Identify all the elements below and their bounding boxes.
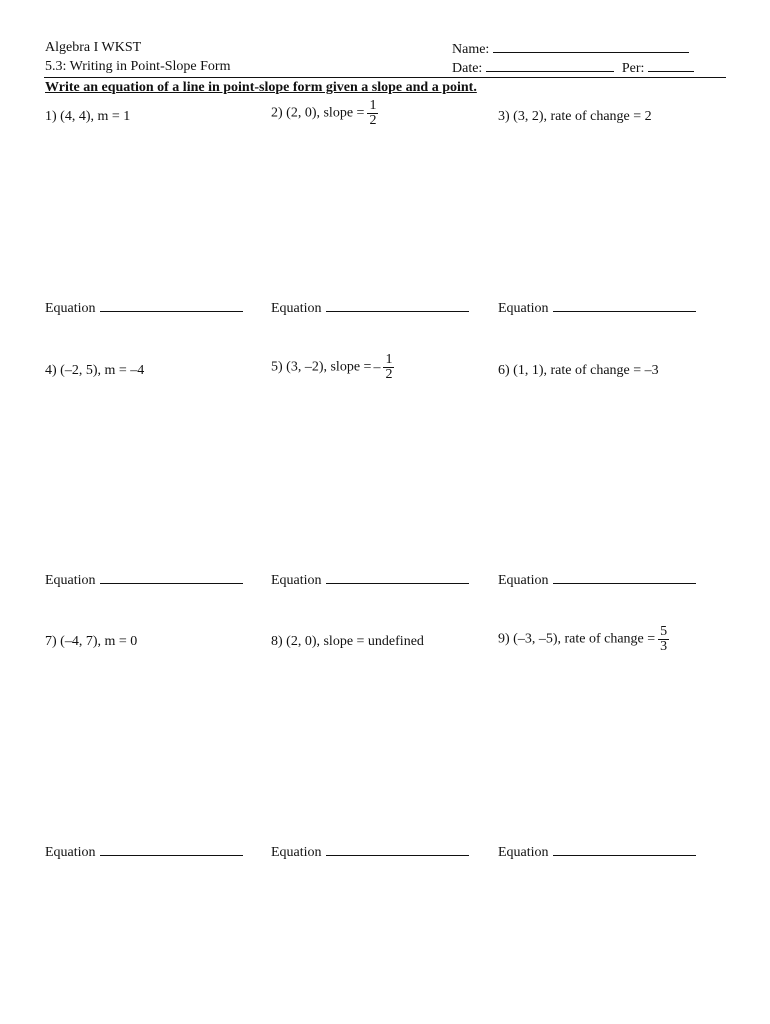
fraction: [658, 625, 669, 654]
equation-label: Equation: [271, 573, 322, 588]
fraction-numerator: 5: [660, 624, 668, 639]
equation-blank[interactable]: [326, 571, 469, 584]
problem-6: [498, 363, 659, 379]
instructions: Write an equation of a line in point-slope form given a slope and a point.: [45, 80, 477, 95]
equation-2: [271, 299, 469, 317]
date-label: Date:: [452, 61, 483, 76]
problem-4-text: 4) (–2, 5), m = –4: [45, 363, 145, 378]
equation-label: Equation: [45, 573, 96, 588]
problem-1: [45, 109, 130, 125]
equation-1: [45, 299, 243, 317]
name-field[interactable]: [452, 40, 694, 59]
equation-blank[interactable]: [553, 571, 696, 584]
section-title: 5.3: Writing in Point-Slope Form: [45, 59, 231, 74]
equation-5: [271, 571, 469, 589]
equation-4: [45, 571, 243, 589]
equation-blank[interactable]: [326, 299, 469, 312]
problem-7: [45, 634, 137, 650]
name-label: Name:: [452, 42, 490, 57]
problem-2-text: 2) (2, 0), slope =: [271, 105, 365, 121]
course-title: Algebra I WKST: [45, 40, 142, 55]
date-blank[interactable]: [486, 59, 614, 72]
problem-5-text: 5) (3, –2), slope =: [271, 359, 372, 375]
date-per-field: [452, 59, 694, 78]
problem-3: [498, 109, 652, 125]
equation-label: Equation: [498, 845, 549, 860]
fraction-denominator: 2: [385, 367, 393, 382]
equation-label: Equation: [45, 301, 96, 316]
problem-3-text: 3) (3, 2), rate of change = 2: [498, 109, 652, 124]
equation-7: [45, 843, 243, 861]
equation-blank[interactable]: [100, 299, 243, 312]
equation-label: Equation: [271, 845, 322, 860]
equation-8: [271, 843, 469, 861]
equation-label: Equation: [271, 301, 322, 316]
equation-9: [498, 843, 696, 861]
fraction: [383, 353, 394, 382]
fraction-denominator: 3: [660, 639, 668, 654]
equation-blank[interactable]: [100, 843, 243, 856]
fraction-numerator: 1: [385, 352, 393, 367]
fraction: [367, 99, 378, 128]
equation-label: Equation: [498, 573, 549, 588]
name-blank[interactable]: [493, 40, 689, 53]
equation-blank[interactable]: [553, 843, 696, 856]
problem-9: [498, 625, 669, 654]
problem-6-text: 6) (1, 1), rate of change = –3: [498, 363, 659, 378]
worksheet-header-right: [452, 40, 694, 78]
problem-5: [271, 353, 394, 382]
per-label: Per:: [621, 61, 645, 76]
problem-7-text: 7) (–4, 7), m = 0: [45, 634, 138, 649]
equation-3: [498, 299, 696, 317]
equation-6: [498, 571, 696, 589]
negative-sign: –: [373, 359, 381, 375]
equation-blank[interactable]: [553, 299, 696, 312]
problem-1-text: 1) (4, 4), m = 1: [45, 109, 131, 124]
problem-2: [271, 99, 378, 128]
fraction-denominator: 2: [369, 113, 377, 128]
equation-blank[interactable]: [100, 571, 243, 584]
equation-blank[interactable]: [326, 843, 469, 856]
problem-4: [45, 363, 144, 379]
per-blank[interactable]: [648, 59, 694, 72]
problem-8: [271, 634, 424, 650]
header-rule: [44, 77, 726, 78]
fraction-numerator: 1: [369, 98, 377, 113]
problem-9-text: 9) (–3, –5), rate of change =: [498, 631, 656, 647]
equation-label: Equation: [498, 301, 549, 316]
problem-8-text: 8) (2, 0), slope = undefined: [271, 634, 424, 649]
equation-label: Equation: [45, 845, 96, 860]
worksheet-header-left: [45, 40, 230, 78]
